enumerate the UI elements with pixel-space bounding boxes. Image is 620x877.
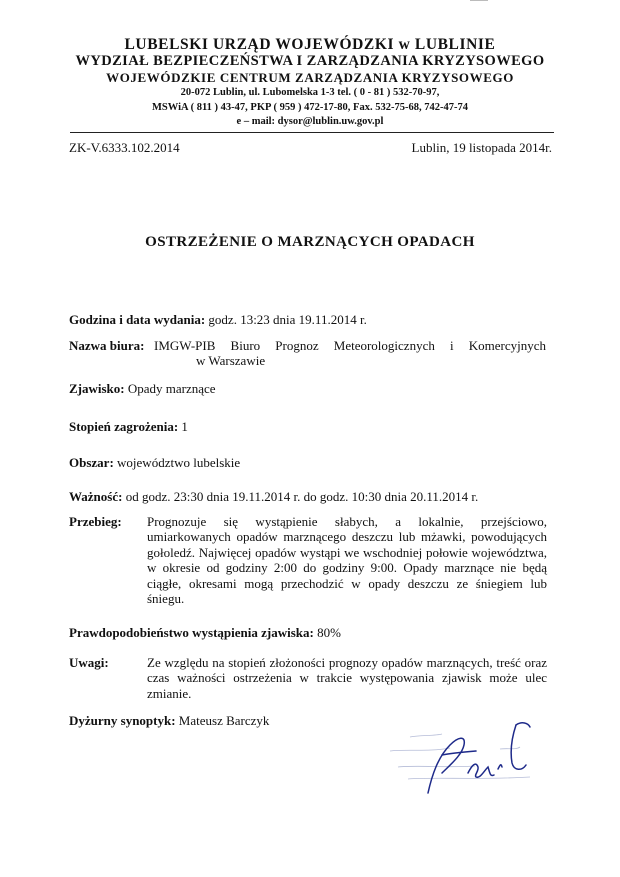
validity-value: od godz. 23:30 dnia 19.11.2014 r. do godz. 10:30 dnia 20.11.2014 r. — [122, 489, 479, 504]
validity-row — [69, 489, 478, 505]
area-value: województwo lubelskie — [113, 455, 241, 470]
reference-number: ZK-V.6333.102.2014 — [69, 140, 180, 155]
header-department: WYDZIAŁ BEZPIECZEŃSTWA I ZARZĄDZANIA KRYZYSOWEGO — [75, 53, 545, 69]
header-phones: MSWiA ( 811 ) 43-47, PKP ( 959 ) 472-17-80, Fax. 532-75-68, 742-47-74 — [152, 102, 468, 113]
level-row — [69, 419, 188, 435]
issued-row — [69, 312, 367, 328]
office-value-line2: w Warszawie — [196, 353, 266, 368]
probability-row — [69, 625, 341, 641]
phenomenon-value: Opady marznące — [124, 381, 216, 396]
forecaster-label: Dyżurny synoptyk: — [69, 713, 176, 728]
area-label: Obszar: — [69, 455, 114, 470]
phenomenon-row — [69, 381, 216, 397]
office-value — [154, 338, 546, 368]
course-label: Przebieg: — [69, 514, 122, 529]
remarks-label: Uwagi: — [69, 655, 109, 670]
document-title: OSTRZEŻENIE O MARZNĄCYCH OPADACH — [145, 234, 475, 250]
level-value: 1 — [178, 419, 188, 434]
remarks-text: Ze względu na stopień złożoności prognozy opadów marznących, treść oraz czas ważności ostrzeżenia w trakcie występowania zjawisk może ulec zmianie. — [147, 655, 547, 701]
header-email: e – mail: dysor@lublin.uw.gov.pl — [236, 116, 384, 127]
office-label — [69, 338, 144, 354]
scan-mark — [470, 0, 488, 5]
phenomenon-label: Zjawisko: — [69, 381, 125, 396]
probability-label: Prawdopodobieństwo wystąpienia zjawiska: — [69, 625, 314, 640]
course-text: Prognozuje się wystąpienie słabych, a lokalnie, przejściowo, umiarkowanych opadów marznącego deszczu lub mżawki, powodujących gołoledź. Najwięcej opadów wystąpi we wschodniej połowie województwa, w okresie od godziny 2:00 do godziny 9:00. Opady marznące nie będą ciągłe, okresami mogą przechodzić w opady deszczu ze śniegiem lub śniegu. — [147, 514, 547, 607]
forecaster-value: Mateusz Barczyk — [175, 713, 270, 728]
area-row — [69, 455, 240, 471]
place-date: Lublin, 19 listopada 2014r. — [411, 140, 552, 155]
signature-stamp-icon — [380, 715, 560, 810]
header-address: 20-072 Lublin, ul. Lubomelska 1-3 tel. ( 0 - 81 ) 532-70-97, — [180, 87, 440, 98]
header-center: WOJEWÓDZKIE CENTRUM ZARZĄDZANIA KRYZYSOWEGO — [106, 70, 514, 85]
faded-stamp — [390, 734, 530, 779]
handwritten-signature — [428, 723, 530, 793]
validity-label: Ważność: — [69, 489, 123, 504]
probability-value: 80% — [313, 625, 341, 640]
office-label-text: Nazwa biura: — [69, 338, 145, 353]
office-value-line1: IMGW-PIB Biuro Prognoz Meteorologicznych i Komercyjnych — [154, 338, 546, 353]
issued-value: godz. 13:23 dnia 19.11.2014 r. — [205, 312, 367, 327]
header-divider — [70, 132, 554, 133]
level-label: Stopień zagrożenia: — [69, 419, 179, 434]
forecaster-row — [69, 713, 269, 729]
header-office-name: LUBELSKI URZĄD WOJEWÓDZKI w LUBLINIE — [124, 36, 496, 53]
issued-label: Godzina i data wydania: — [69, 312, 206, 327]
